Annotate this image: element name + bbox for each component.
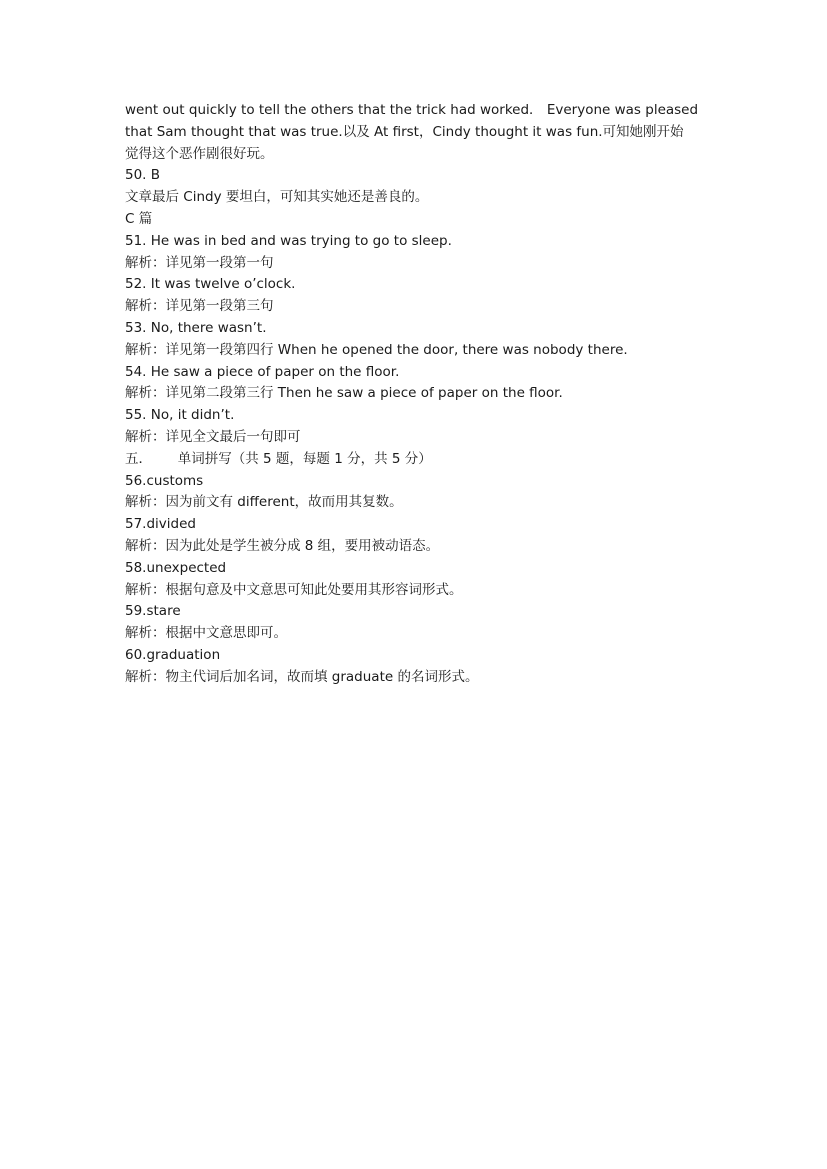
answer-55: 55. No, it didn’t.	[125, 407, 235, 424]
explanation-58: 解析：根据句意及中文意思可知此处要用其形容词形式。	[125, 581, 463, 598]
answer-54: 54. He saw a piece of paper on the floor.	[125, 363, 400, 380]
text-line: 觉得这个恶作剧很好玩。	[125, 145, 274, 162]
text-line: that Sam thought that was true.以及 At first，Cindy thought it was fun.可知她刚开始	[125, 123, 684, 140]
answer-59: 59.stare	[125, 603, 181, 620]
answer-51: 51. He was in bed and was trying to go to sleep.	[125, 232, 452, 249]
answer-53: 53. No, there wasn’t.	[125, 319, 267, 336]
explanation-51: 解析：详见第一段第一句	[125, 254, 274, 271]
answer-57: 57.divided	[125, 516, 196, 533]
section-heading-word-spelling: 五． 单词拼写（共 5 题，每题 1 分，共 5 分）	[125, 450, 432, 467]
answer-60: 60.graduation	[125, 646, 221, 663]
text-line: went out quickly to tell the others that the trick had worked． Everyone was pleased	[125, 102, 699, 118]
explanation-59: 解析：根据中文意思即可。	[125, 625, 287, 642]
explanation-55: 解析：详见全文最后一句即可	[125, 428, 301, 445]
document-body	[125, 100, 725, 689]
explanation-52: 解析：详见第一段第三句	[125, 298, 274, 315]
section-heading-c: C 篇	[125, 210, 153, 227]
explanation-53: 解析：详见第一段第四行 When he opened the door, there was nobody there.	[125, 341, 628, 358]
answer-50: 50. B	[125, 167, 161, 184]
explanation-56: 解析：因为前文有 different，故而用其复数。	[125, 494, 403, 511]
answer-56: 56.customs	[125, 472, 204, 489]
answer-52: 52. It was twelve o’clock.	[125, 276, 296, 293]
explanation-50: 文章最后 Cindy 要坦白，可知其实她还是善良的。	[125, 189, 429, 206]
explanation-60: 解析：物主代词后加名词，故而填 graduate 的名词形式。	[125, 668, 479, 685]
explanation-57: 解析：因为此处是学生被分成 8 组，要用被动语态。	[125, 537, 440, 554]
answer-58: 58.unexpected	[125, 559, 227, 576]
explanation-54: 解析：详见第二段第三行 Then he saw a piece of paper on the floor.	[125, 385, 563, 402]
